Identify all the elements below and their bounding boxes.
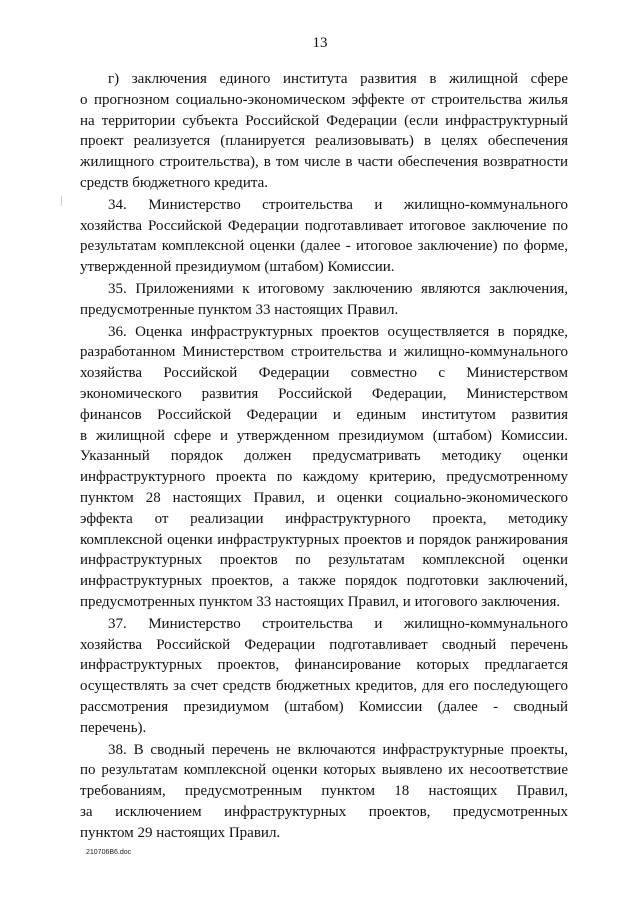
text-line: инфраструктурных проектов по результатам комплексной оценки <box>80 552 568 569</box>
margin-mark <box>61 196 62 206</box>
paragraph-37 <box>80 614 568 739</box>
text-line: 38. В сводный перечень не включаются инфраструктурные проекты, <box>108 741 568 758</box>
text-line: 37. Министерство строительства и жилищно-коммунального <box>108 615 568 632</box>
text-line: рассмотрения президиумом (штабом) Комиссии (далее - сводный <box>80 698 568 715</box>
text-line: утвержденной президиумом (штабом) Комиссии. <box>80 259 395 276</box>
text-line: проект реализуется (планируется реализовывать) в целях обеспечения <box>80 133 568 150</box>
text-line: г) заключения единого института развития в жилищной сфере <box>108 71 568 87</box>
text-line: Указанный порядок должен предусматривать методику оценки <box>80 448 568 465</box>
text-line: о прогнозном социально-экономическом эффекте от строительства жилья <box>80 91 568 108</box>
text-line: комплексной оценки инфраструктурных проектов и порядок ранжирования <box>80 531 568 548</box>
text-line: в жилищной сфере и утвержденном президиумом (штабом) Комиссии. <box>80 427 568 444</box>
text-line: хозяйства Российской Федерации подготавливает итоговое заключение по <box>80 217 568 234</box>
text-line: средств бюджетного кредита. <box>80 174 268 191</box>
paragraph-36 <box>80 322 568 613</box>
paragraph-35 <box>80 279 568 321</box>
text-line: 36. Оценка инфраструктурных проектов осуществляется в порядке, <box>108 323 568 340</box>
text-line: на территории субъекта Российской Федерации (если инфраструктурный <box>80 112 568 129</box>
text-line: экономического развития Российской Федерации, Министерством <box>80 385 568 402</box>
text-line: разработанном Министерством строительства и жилищно-коммунального <box>80 344 568 361</box>
paragraph-38 <box>80 740 568 844</box>
paragraph-34 <box>80 195 568 278</box>
text-line: хозяйства Российской Федерации подготавливает сводный перечень <box>80 636 568 653</box>
text-line: инфраструктурного проекта по каждому критерию, предусмотренному <box>80 469 568 486</box>
text-line: хозяйства Российской Федерации совместно с Министерством <box>80 365 568 382</box>
page-number: 13 <box>312 35 328 51</box>
text-line: инфраструктурных проектов, финансирование которых предлагается <box>80 657 568 674</box>
footer-file-code: 210706B6.doc <box>86 849 132 856</box>
text-line: пунктом 29 настоящих Правил. <box>80 824 281 841</box>
text-line: пунктом 28 настоящих Правил, и оценки социально-экономического <box>80 489 568 506</box>
text-line: результатам комплексной оценки (далее - итоговое заключение) по форме, <box>80 238 568 255</box>
text-line: за исключением инфраструктурных проектов, предусмотренных <box>80 803 568 820</box>
text-line: жилищного строительства), в том числе в части обеспечения возвратности <box>80 154 568 171</box>
text-line: инфраструктурных проектов, а также порядок подготовки заключений, <box>80 573 568 590</box>
text-line: 35. Приложениями к итоговому заключению являются заключения, <box>108 280 568 297</box>
text-line: требованиям, предусмотренным пунктом 18 настоящих Правил, <box>80 783 568 800</box>
text-line: финансов Российской Федерации и единым институтом развития <box>80 406 568 423</box>
text-line: предусмотренных пунктом 33 настоящих Правил, и итогового заключения. <box>80 593 561 610</box>
text-line: осуществлять за счет средств бюджетных кредитов, для его последующего <box>80 678 568 695</box>
text-line: 34. Министерство строительства и жилищно-коммунального <box>108 196 568 213</box>
text-line: по результатам комплексной оценки которых выявлено их несоответствие <box>80 762 568 779</box>
text-line: эффекта от реализации инфраструктурного проекта, методику <box>80 510 568 527</box>
text-line: перечень). <box>80 719 147 736</box>
document-body <box>80 69 568 844</box>
paragraph-subitem-g <box>80 69 568 194</box>
text-line: предусмотренные пунктом 33 настоящих Правил. <box>80 301 399 318</box>
